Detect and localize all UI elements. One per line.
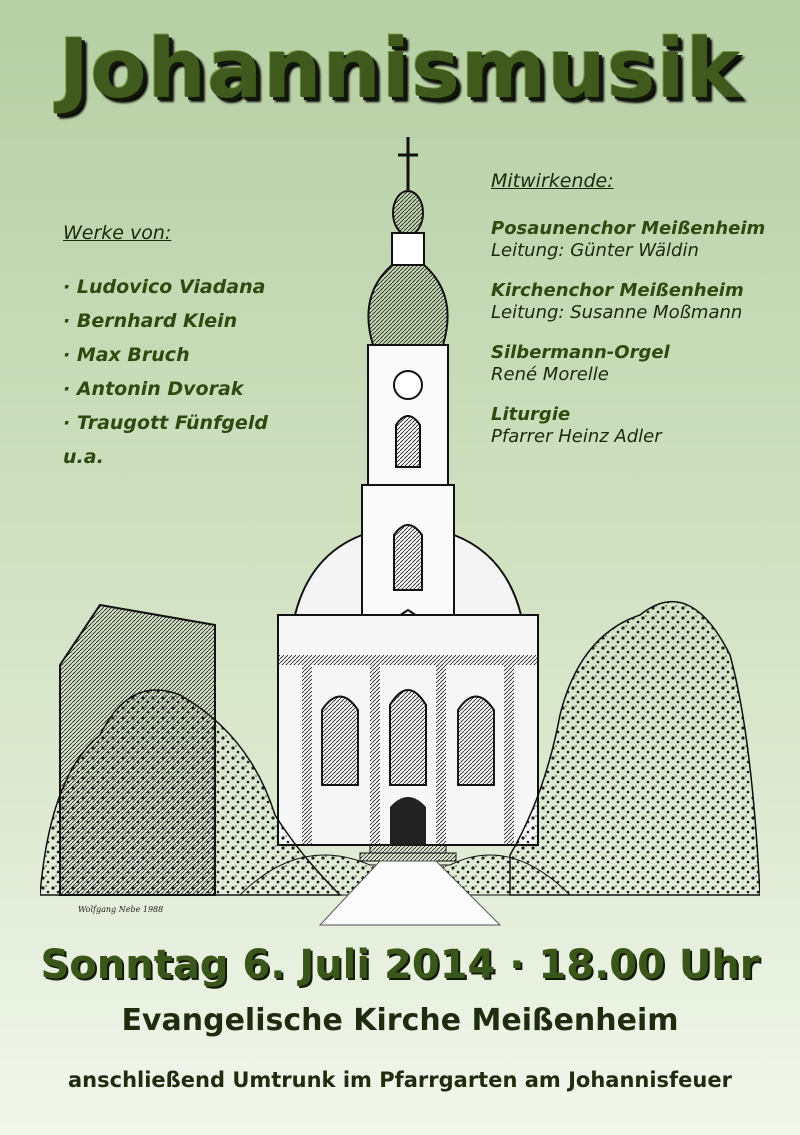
composer-item: · Max Bruch	[63, 344, 190, 366]
performer-name: Posaunenchor Meißenheim	[491, 218, 766, 239]
composer-item: · Ludovico Viadana	[63, 276, 266, 298]
composer-item: · Antonin Dvorak	[63, 378, 244, 400]
event-date-time: Sonntag 6. Juli 2014 · 18.00 Uhr	[40, 942, 760, 988]
performer-name: Liturgie	[491, 404, 571, 425]
church-illustration	[40, 135, 760, 935]
performer-lead: Leitung: Günter Wäldin	[491, 240, 699, 261]
event-afterwards: anschließend Umtrunk im Pfarrgarten am Johannisfeuer	[68, 1068, 732, 1092]
poster-title: Johannismusik	[58, 22, 742, 117]
performer-lead: René Morelle	[491, 364, 609, 385]
event-venue: Evangelische Kirche Meißenheim	[121, 1003, 679, 1038]
performers-heading: Mitwirkende:	[491, 170, 614, 192]
performer-lead: Leitung: Susanne Moßmann	[491, 302, 743, 323]
performer-name: Kirchenchor Meißenheim	[491, 280, 744, 301]
composer-item: · Traugott Fünfgeld	[63, 412, 268, 434]
church-drawing	[40, 137, 760, 925]
performer-name: Silbermann-Orgel	[491, 342, 670, 363]
artist-signature: Wolfgang Nebe 1988	[78, 905, 164, 914]
composer-item: · Bernhard Klein	[63, 310, 238, 332]
works-heading: Werke von:	[63, 222, 172, 244]
performer-lead: Pfarrer Heinz Adler	[491, 426, 662, 447]
composer-etc: u.a.	[63, 446, 104, 468]
